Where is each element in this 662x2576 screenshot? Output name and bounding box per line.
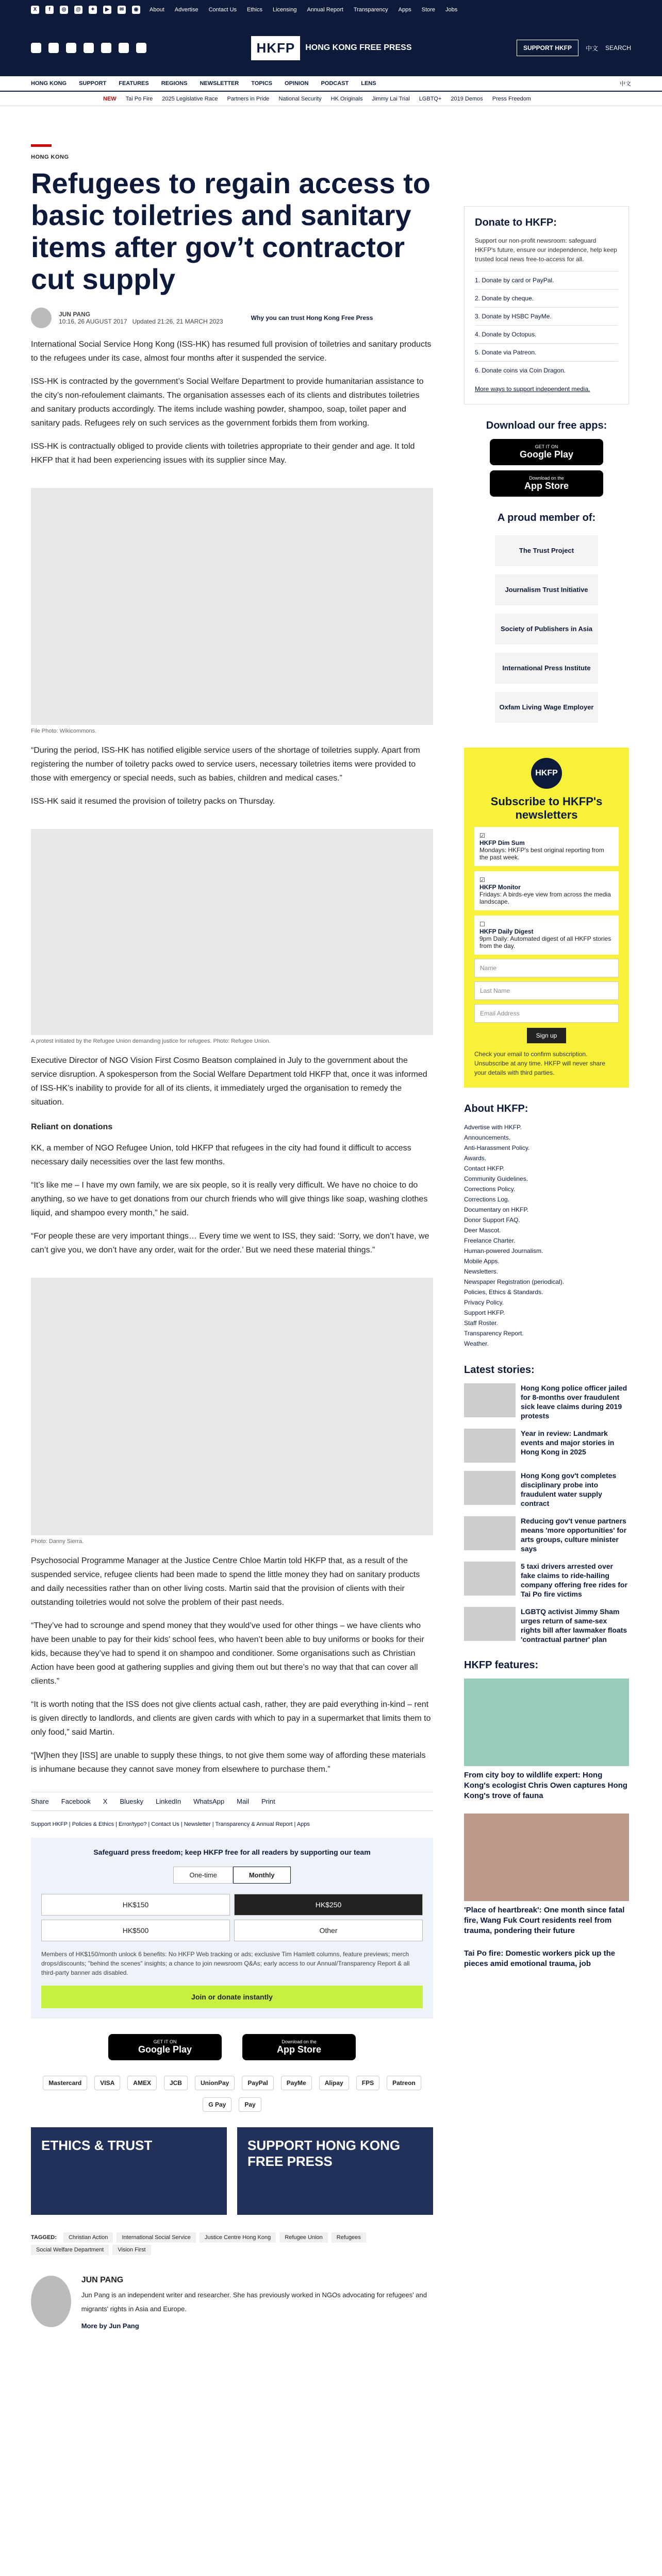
promo-banners (31, 2127, 433, 2215)
about-link[interactable]: Support HKFP. (464, 1309, 505, 1316)
feature-title: Tai Po fire: Domestic workers pick up the pieces amid emotional trauma, job (464, 1949, 616, 1968)
signup-button[interactable]: Sign up (527, 1028, 567, 1043)
trending-item[interactable]: Partners in Pride (227, 95, 270, 102)
tags-label: TAGGED: (31, 2234, 57, 2241)
nav-item[interactable]: HONG KONG (31, 80, 67, 87)
logo-text: HONG KONG FREE PRESS (305, 43, 412, 52)
updated-date: Updated 21:26, 21 MARCH 2023 (132, 318, 223, 325)
top-link[interactable]: Annual Report (307, 7, 343, 13)
top-bar (0, 0, 662, 20)
mail-icon[interactable] (136, 43, 146, 53)
feature-item[interactable] (464, 1948, 629, 1969)
about-link[interactable]: Weather. (464, 1340, 489, 1347)
badge-small: Download on the (282, 2039, 317, 2044)
paragraph: “They’ve had to scrounge and spend money that they would’ve used for other things – we have clients who have been unable to pay for their kids’ school fees, who haven’t been able to buy uniforms or books for their kids, because they’ve had to spend it on shampoo and conditioner. Some organisations such as Christian Action have been good at gathering supplies and giving them out but there’s no way that that can cover all clients.” (31, 1621, 424, 1686)
email-input[interactable]: Email Address (474, 1004, 619, 1023)
donate-option[interactable]: 5. Donate via Patreon. (475, 343, 618, 361)
nav-item[interactable]: REGIONS (161, 80, 188, 87)
byline (31, 308, 433, 328)
trending-item[interactable]: Press Freedom (492, 95, 531, 102)
story-thumb (464, 1562, 516, 1596)
logo-mark: HKFP (251, 36, 300, 60)
paragraph: “It is worth noting that the ISS does not give clients actual cash, rather, they are paid everything in-kind – rent is given directly to landlords, and clients are given cards with which to pay in a supermarket that limits them to only food,” said Martin. (31, 1700, 431, 1737)
name-input[interactable]: Name (474, 959, 619, 977)
about-list (464, 1122, 629, 1349)
one-time-toggle[interactable]: One-time (173, 1867, 233, 1884)
author-bio: Jun Pang is an independent writer and researcher. She has previously worked in NGOs advocating for refugees' and migrants' rights in Asia and Europe. (81, 2291, 427, 2313)
story-thumb (464, 1471, 516, 1505)
about-link[interactable]: Community Guidelines. (464, 1175, 528, 1182)
feature-image (464, 1814, 629, 1901)
about-link[interactable]: Staff Roster. (464, 1319, 498, 1327)
ethics-promo[interactable]: ETHICS & TRUST (31, 2127, 227, 2215)
search-button[interactable]: SEARCH (605, 44, 631, 52)
paragraph: “It’s like me – I have my own family, we are six people, so it is really very difficult. We have no choice to do anything, so we have to get donations from our church friends who will give things like soap, washing clothes liquid, and shampoo every month,” he said. (31, 1181, 428, 1217)
badge-small: GET IT ON (153, 2039, 177, 2044)
visa-logo: VISA (94, 2076, 120, 2090)
instagram-icon[interactable]: ◎ (60, 6, 68, 14)
latest-title: Latest stories: (464, 1364, 535, 1376)
article-photo (31, 1278, 433, 1535)
join-donate-button[interactable]: Join or donate instantly (41, 1986, 423, 2008)
badge-small: Download on the (529, 476, 564, 481)
paragraph: International Social Service Hong Kong (ISS-HK) has resumed full provision of toiletries and sanitary products to the refugees under its case, almost four months after it suspended the service. (31, 340, 432, 363)
about-title: About HKFP: (464, 1103, 528, 1114)
nav-item[interactable]: TOPICS (251, 80, 272, 87)
photo-caption: File Photo: Wikicommons. (31, 728, 97, 734)
amount-option[interactable]: HK$150 (41, 1894, 230, 1916)
section-tag[interactable]: HONG KONG (31, 154, 69, 160)
member-logo[interactable]: Society of Publishers in Asia (495, 614, 598, 645)
donate-widget-title: Safeguard press freedom; keep HKFP free for all readers by supporting our team (93, 1848, 371, 1856)
article (31, 144, 433, 2333)
newsletter-option[interactable]: ☐ HKFP Daily Digest 9pm Daily: Automated digest of all HKFP stories from the day. (474, 916, 619, 955)
story-item[interactable] (464, 1607, 629, 1644)
feature-item[interactable] (464, 1679, 629, 1801)
fps-logo: FPS (356, 2076, 379, 2090)
main-nav (0, 76, 662, 92)
gpay-logo: G Pay (203, 2097, 231, 2112)
app-store-badge[interactable] (490, 470, 603, 497)
top-link[interactable]: Contact Us (208, 7, 237, 13)
masthead-social (31, 43, 146, 53)
about-link[interactable]: Advertise with HKFP. (464, 1124, 522, 1131)
author-photo (31, 2276, 71, 2327)
story-item[interactable] (464, 1383, 629, 1420)
trending-item[interactable]: Tai Po Fire (125, 95, 153, 102)
author-box (31, 2276, 433, 2333)
feature-item[interactable] (464, 1814, 629, 1936)
threads-icon[interactable]: @ (74, 6, 82, 14)
paragraph: Psychosocial Programme Manager at the Justice Centre Chloe Martin told HKFP that, as a result of the suspended service, refugee clients had been made to spend the little money they had on sanitary products and daily necessities rather than on other living costs. Martin said that the provision of clients with their outstanding toiletries would not solve the problem of their past needs. (31, 1556, 420, 1607)
about-link[interactable]: Mobile Apps. (464, 1258, 500, 1265)
share-whatsapp[interactable]: WhatsApp (193, 1798, 225, 1805)
about-link[interactable]: Awards. (464, 1155, 487, 1162)
story-item[interactable] (464, 1516, 629, 1553)
nav-item[interactable]: FEATURES (119, 80, 149, 87)
last-name-input[interactable]: Last Name (474, 981, 619, 1000)
bluesky-icon[interactable]: ✦ (89, 6, 97, 14)
paragraph: KK, a member of NGO Refugee Union, told HKFP that refugees in the city had found it difficult to access necessary daily necessities over the last few months. (31, 1144, 411, 1166)
paragraph: Executive Director of NGO Vision First Cosmo Beatson complained in July to the government about the service disruption. A spokesperson from the Social Welfare Department told HKFP that, once it was informed of ISS-HK’s inability to provide for all of its clients, it immediately urged the organisation to remedy the situation. (31, 1056, 427, 1107)
donate-title: Donate to HKFP: (475, 217, 557, 228)
author-avatar (31, 308, 52, 328)
donate-option[interactable]: 1. Donate by card or PayPal. (475, 271, 618, 289)
newsletter-note: Check your email to confirm subscription. Unsubscribe at any time. HKFP will never share your details with third parties. (474, 1050, 605, 1076)
about-link[interactable]: Newspaper Registration (periodical). (464, 1278, 565, 1285)
share-linkedin[interactable]: LinkedIn (156, 1798, 181, 1805)
trending-item[interactable]: Jimmy Lai Trial (372, 95, 410, 102)
threads-icon[interactable] (84, 43, 94, 53)
nav-item[interactable]: NEWSLETTER (200, 80, 239, 87)
article-footer-links[interactable]: Support HKFP | Policies & Ethics | Error/typo? | Contact Us | Newsletter | Transparency & Annual Report | Apps (31, 1821, 310, 1827)
newsletter-option[interactable]: ☑ HKFP Dim Sum Mondays: HKFP's best original reporting from the past week. (474, 827, 619, 866)
about-link[interactable]: Deer Mascot. (464, 1227, 501, 1234)
twitter-icon[interactable]: X (31, 6, 39, 14)
amount-option[interactable]: HK$250 (234, 1894, 423, 1916)
article-photo (31, 829, 433, 1035)
share-print[interactable]: Print (261, 1798, 275, 1805)
story-title: LGBTQ activist Jimmy Sham urges return of same-sex rights bill after lawmaker floats 'contractual partner' plan (521, 1607, 627, 1643)
about-link[interactable]: Freelance Charter. (464, 1237, 516, 1244)
about-link[interactable]: Announcements. (464, 1134, 511, 1141)
story-item[interactable] (464, 1471, 629, 1508)
about-link[interactable]: Corrections Policy. (464, 1185, 516, 1193)
share-facebook[interactable]: Facebook (61, 1798, 91, 1805)
support-promo[interactable]: SUPPORT HONG KONG FREE PRESS (237, 2127, 433, 2215)
trending-label: NEW (103, 95, 117, 102)
patreon-logo: Patreon (387, 2076, 421, 2090)
feature-title: From city boy to wildlife expert: Hong Kong's ecologist Chris Owen captures Hong Kong's trove of fauna (464, 1771, 627, 1800)
payment-logos (31, 2076, 433, 2112)
share-bar (31, 1792, 433, 1811)
badge-big: App Store (524, 481, 569, 491)
story-title: Hong Kong police officer jailed for 8-months over fraudulent sick leave claims during 2019 protests (521, 1384, 627, 1420)
member-title: A proud member of: (497, 512, 596, 523)
top-link[interactable]: Apps (398, 7, 411, 13)
unionpay-logo: UnionPay (195, 2076, 235, 2090)
support-button[interactable]: SUPPORT HKFP (517, 40, 578, 56)
donate-option[interactable]: 4. Donate by Octopus. (475, 325, 618, 343)
paragraph: “For people these are very important things… Every time we went to ISS, they said: ‘Sorry, we don’t have, we can’t give you, we don’t have any order, wait for the order.’ But we need these material things.” (31, 1232, 429, 1255)
nav-item[interactable]: OPINION (285, 80, 309, 87)
x-icon[interactable] (31, 43, 41, 53)
nav-item[interactable]: SUPPORT (79, 80, 107, 87)
membership-perks: Members of HK$150/month unlock 6 benefits: No HKFP Web tracking or ads; exclusive Tim Hamlett columns, feature previews; merch drops/discounts; "behind the scenes" insights; a chance to join newsroom Q&As; early access to our Annual/Transparency Report & all third-party banner ads disabled. (41, 1951, 410, 1976)
facebook-icon[interactable] (48, 43, 59, 53)
story-title: Year in review: Landmark events and major stories in Hong Kong in 2025 (521, 1429, 615, 1456)
applepay-logo: Pay (239, 2097, 261, 2112)
story-thumb (464, 1429, 516, 1463)
about-link[interactable]: Contact HKFP. (464, 1165, 505, 1172)
section-bar (31, 144, 52, 147)
about-link[interactable]: Corrections Log. (464, 1196, 510, 1203)
tag[interactable]: International Social Service (117, 2232, 195, 2243)
donate-amounts (41, 1894, 423, 1941)
top-link[interactable]: Advertise (174, 7, 198, 13)
top-link[interactable]: About (150, 7, 164, 13)
donate-option[interactable]: 3. Donate by HSBC PayMe. (475, 307, 618, 325)
mastercard-logo: Mastercard (43, 2076, 87, 2090)
member-logos (464, 531, 629, 727)
photo-caption: Photo: Danny Sierra. (31, 1538, 84, 1545)
newsletter-box (464, 748, 629, 1088)
download-title: Download our free apps: (486, 420, 607, 431)
amount-option[interactable]: HK$500 (41, 1920, 230, 1941)
feature-image (464, 1679, 629, 1766)
publish-date: 10:16, 26 AUGUST 2017 (59, 318, 127, 325)
paypal-logo: PayPal (242, 2076, 273, 2090)
member-logo[interactable]: Oxfam Living Wage Employer (495, 692, 598, 723)
donate-text: Support our non-profit newsroom: safeguard HKFP's future, ensure our independence, help keep trusted local news free-to-access for all. (475, 237, 617, 263)
badge-big: Google Play (519, 449, 574, 460)
tag[interactable]: Justice Centre Hong Kong (200, 2232, 276, 2243)
amount-option[interactable]: Other (234, 1920, 423, 1941)
photo-caption: A protest initiated by the Refugee Union demanding justice for refugees. Photo: Refugee Union. (31, 1038, 271, 1044)
sidebar (464, 206, 629, 1981)
about-link[interactable]: Anti-Harassment Policy. (464, 1144, 530, 1151)
tag[interactable]: Social Welfare Department (31, 2245, 109, 2255)
badge-big: Google Play (138, 2044, 192, 2055)
story-title: Reducing gov't venue partners means 'more opportunities' for arts groups, culture minister says (521, 1517, 627, 1553)
trending-item[interactable]: LGBTQ+ (419, 95, 442, 102)
app-store-badge[interactable] (242, 2034, 356, 2060)
donate-option[interactable]: 6. Donate coins via Coin Dragon. (475, 361, 618, 379)
top-link[interactable]: Store (421, 7, 436, 13)
paragraph: “During the period, ISS-HK has notified eligible service users of the shortage of toiletries supply. Apart from registering the number of toiletry packs owed to service users, necessary toiletries items were provided to those with emergency or special needs, such as babies, children and medical cases.” (31, 746, 420, 783)
youtube-icon[interactable]: ▶ (103, 6, 111, 14)
author-name[interactable]: JUN PANG (59, 311, 91, 318)
story-item[interactable] (464, 1429, 629, 1463)
trending-item[interactable]: HK Originals (330, 95, 363, 102)
jcb-logo: JCB (164, 2076, 188, 2090)
paragraph: ISS-HK is contractually obliged to provide clients with toiletries appropriate to their gender and age. It told HKFP that it had been experiencing issues with its supplier since May. (31, 442, 415, 465)
newsletter-option-title: HKFP Daily Digest (479, 928, 534, 935)
feature-title: 'Place of heartbreak': One month since fatal fire, Wang Fuk Court residents reel from trauma, pondering their future (464, 1906, 625, 1935)
youtube-icon[interactable] (119, 43, 129, 53)
article-photo (31, 488, 433, 725)
donate-widget (31, 1838, 433, 2019)
donate-frequency (41, 1867, 423, 1884)
more-ways-link[interactable]: More ways to support independent media. (475, 385, 590, 393)
donate-option[interactable]: 2. Donate by cheque. (475, 289, 618, 307)
about-link[interactable]: Documentary on HKFP. (464, 1206, 529, 1213)
subheading: Reliant on donations (31, 1123, 113, 1131)
newsletter-logo: HKFP (531, 758, 562, 789)
latest-stories (464, 1383, 629, 1644)
article-tags (31, 2230, 433, 2255)
about-link[interactable]: Human-powered Journalism. (464, 1247, 543, 1255)
about-link[interactable]: Policies, Ethics & Standards. (464, 1289, 543, 1296)
author-box-name[interactable]: JUN PANG (81, 2276, 124, 2284)
newsletter-option-desc: Mondays: HKFP's best original reporting from the past week. (479, 846, 604, 861)
app-badges (31, 2034, 433, 2060)
story-title: 5 taxi drivers arrested over fake claims to ride-hailing company offering free rides for Tai Po fire victims (521, 1562, 627, 1598)
about-link[interactable]: Privacy Policy. (464, 1299, 504, 1306)
more-by-author[interactable]: More by Jun Pang (81, 2322, 139, 2330)
mail-icon[interactable]: ✉ (118, 6, 126, 14)
tag[interactable]: Christian Action (63, 2232, 113, 2243)
google-play-badge[interactable] (490, 439, 603, 465)
language-link[interactable]: 中文 (585, 44, 598, 52)
badge-small: GET IT ON (535, 444, 558, 449)
trending-item[interactable]: 2019 Demos (451, 95, 483, 102)
google-play-badge[interactable] (108, 2034, 222, 2060)
newsletter-option-title: HKFP Dim Sum (479, 839, 525, 846)
share-label: Share (31, 1798, 49, 1805)
member-logo[interactable]: The Trust Project (495, 535, 598, 566)
social-icons (31, 6, 140, 14)
tag[interactable]: Refugees (332, 2232, 366, 2243)
payme-logo: PayMe (281, 2076, 312, 2090)
story-item[interactable] (464, 1562, 629, 1599)
top-link[interactable]: Licensing (273, 7, 297, 13)
masthead-actions (517, 40, 631, 56)
top-link[interactable]: Transparency (353, 7, 388, 13)
donate-box (464, 206, 629, 404)
newsletter-option-title: HKFP Monitor (479, 884, 521, 891)
nav-item[interactable]: PODCAST (321, 80, 349, 87)
site-logo[interactable] (251, 36, 411, 60)
nav-item[interactable]: LENS (361, 80, 376, 87)
story-title: Hong Kong gov't completes disciplinary probe into fraudulent water supply contract (521, 1471, 617, 1507)
top-links (150, 7, 457, 13)
story-thumb (464, 1516, 516, 1550)
newsletter-option[interactable]: ☑ HKFP Monitor Fridays: A birds-eye view from across the media landscape. (474, 871, 619, 910)
trending-bar (0, 92, 662, 106)
member-logo[interactable]: International Press Institute (495, 653, 598, 684)
trending-item[interactable]: National Security (278, 95, 322, 102)
facebook-icon[interactable]: f (45, 6, 54, 14)
newsletter-title: Subscribe to HKFP's newsletters (490, 795, 603, 821)
badge-big: App Store (276, 2044, 321, 2055)
paragraph: “[W]hen they [ISS] are unable to supply these things, to not give them some way of affording these materials is inhumane because they cannot save money from elsewhere to purchase them.” (31, 1751, 426, 1774)
about-link[interactable]: Transparency Report. (464, 1330, 524, 1337)
top-link[interactable]: Ethics (247, 7, 262, 13)
share-mail[interactable]: Mail (237, 1798, 249, 1805)
share-bluesky[interactable]: Bluesky (120, 1798, 143, 1805)
rss-icon[interactable]: ◉ (132, 6, 140, 14)
amex-logo: AMEX (127, 2076, 157, 2090)
top-link[interactable]: Jobs (445, 7, 458, 13)
monthly-toggle[interactable]: Monthly (233, 1867, 291, 1884)
trending-item[interactable]: 2025 Legislative Race (162, 95, 218, 102)
member-logo[interactable]: Journalism Trust Initiative (495, 574, 598, 605)
story-thumb (464, 1383, 516, 1417)
bluesky-icon[interactable] (101, 43, 111, 53)
share-x[interactable]: X (103, 1798, 108, 1805)
article-title: Refugees to regain access to basic toiletries and sanitary items after gov’t contractor cut supply (31, 167, 431, 295)
newsletter-option-desc: Fridays: A birds-eye view from across the media landscape. (479, 891, 611, 905)
alipay-logo: Alipay (319, 2076, 349, 2090)
about-link[interactable]: Newsletters. (464, 1268, 499, 1275)
about-link[interactable]: Donor Support FAQ. (464, 1216, 520, 1224)
tag[interactable]: Refugee Union (279, 2232, 327, 2243)
paragraph: ISS-HK is contracted by the government’s Social Welfare Department to provide humanitarian assistance to the city’s non-refoulement claimants. The organisation assesses each of its clients and distributes toiletries and sanitary products accordingly. The items include washing powder, shampoo, soap, toilet paper and sanitary pads. Refugees rely on such services as the government forbids them from working. (31, 377, 424, 428)
instagram-icon[interactable] (66, 43, 76, 53)
story-thumb (464, 1607, 516, 1641)
nav-lang[interactable]: 中文 (620, 81, 631, 87)
masthead (0, 20, 662, 76)
features-title: HKFP features: (464, 1659, 539, 1671)
tag[interactable]: Vision First (112, 2245, 151, 2255)
newsletter-option-desc: 9pm Daily: Automated digest of all HKFP stories from the day. (479, 935, 611, 950)
trust-link[interactable]: Why you can trust Hong Kong Free Press (251, 314, 373, 321)
paragraph: ISS-HK said it resumed the provision of toiletry packs on Thursday. (31, 797, 275, 806)
